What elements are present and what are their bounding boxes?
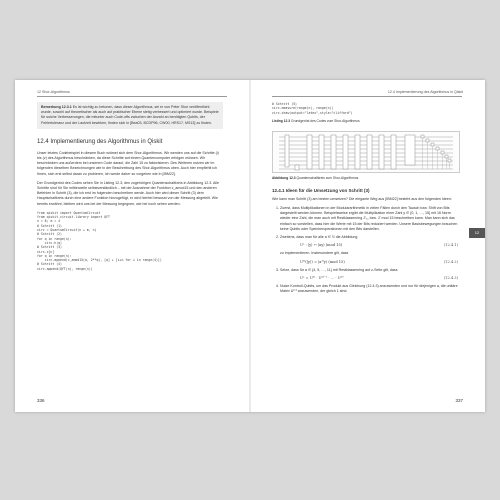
list-item-text: Setze, dass für a ∈ {4, 5, …, 11} mit Restklassenring auf z-Seite gilt, dass [280, 267, 398, 272]
code-block-right [272, 102, 458, 115]
equation-number: (12.4.2) [443, 259, 458, 264]
figure-caption-text: Quantenschaltkreis zum Shor-Algorithmus [295, 176, 359, 181]
equation-number: (12.4.3) [443, 276, 458, 281]
equation [300, 276, 458, 281]
code-line: circ.draw(output="latex",style="clifford") [272, 110, 353, 115]
code-line: # Schritt (4) [37, 262, 62, 267]
section-title: 12.4 Implementierung des Algorithmus in Qiskit [37, 138, 163, 145]
code-line: for q in range(n): [37, 236, 72, 241]
running-head-left: 12 Shor-Algorithmus [37, 90, 70, 94]
header-rule [272, 96, 462, 97]
code-block-left [37, 211, 223, 271]
right-content [272, 102, 458, 299]
list-item [280, 235, 458, 265]
left-content [37, 102, 223, 275]
code-line: circ = QuantumCircuit(n + m, n) [37, 228, 97, 233]
equation-formula: Uᵃ = U²ᵗ · U²ᵗ⁻¹ · … · U²⁰ [300, 276, 344, 281]
equation [300, 243, 458, 248]
list-item-text: Zuerst, dass Multiplikationen in der Modulararithmetik in vielen Fällen durch den Tausch bzw. Shift von Bits dargestellt werden können. Beispielsweise ergibt die Multiplikation einer Zahl y ∈ {0, 1, …, 15} mit 16 Norm wieder eine Zahl, die man auch mit Restklassenring ℤ₁₅ bzw. ℤ mod 15 beschreiben kann. Man kann sich das einfach so vorstellen, dass hier die Werte mit 15 der Bits reduziert werden. Unsere Basisbewegungen brauchen keine Qubits oder Speicheroperationen mit den Bits darstellen. [280, 206, 458, 231]
circuit-diagram [273, 132, 459, 172]
code-line: # Schritt (1) [37, 223, 62, 228]
list-item [280, 206, 458, 232]
figure-caption [272, 176, 458, 181]
code-line: for q in range(n): [37, 253, 72, 258]
figure-label: Abbildung 12.3 [272, 176, 296, 181]
list-item-text: zu implementieren. Insbesondere gilt, dass [280, 251, 349, 256]
intro-paragraph: Wie kann man Schritt (3) am besten umsetzen? Die elegante Weg aus [IBM22] besteht aus den folgenden Ideen: [272, 196, 452, 201]
page-number-right: 337 [455, 398, 463, 403]
code-line: circ.append(QFT(n), range(n)) [37, 266, 93, 271]
paragraph-2: Der Grundgerüst des Codes sehen Sie in Listing 12.3; den zugehörigen Quantenschaltkreis in Abbildung 12.3. Alle Schritte sind für Sie mittlerweile selbstverständlich – mit der Ausnahme der Funktion c_amod15 und den anderen Befehlen in Schritt (3), die ich erst im folgenden beschreiben werde. Auch hier wird dieser Schritt (3) dem Hauptschaltkreis durch eine andere Funktion hinzugefügt, er wird hierbei bewusst von der Messung abgeteilt. Wie bereits erwähnt, bleiben wird uns bei der Messung begegnen, wie bei noch sehen werden. [37, 180, 220, 206]
left-page [15, 80, 250, 412]
equation [300, 260, 458, 265]
list-item [280, 284, 458, 294]
subsection-title: 12.4.1 Ideen für die Umsetzung von Schritt (3) [272, 188, 370, 194]
equation-formula: U²ᵗ(|y⟩) = |a²ᵗy⟩ (mod 15) [300, 259, 345, 264]
code-line: from qiskit.circuit.library import QFT [37, 215, 110, 220]
note-box [37, 102, 223, 129]
page-number-left: 336 [37, 398, 45, 403]
right-page [250, 80, 485, 412]
equation-formula: Uᵃ : |y⟩ ↦ |ay⟩ (mod 15) [300, 243, 343, 248]
code-line: n = 8; m = 4 [37, 219, 61, 224]
note-label: Bemerkung 12.3.1 [41, 105, 72, 109]
code-line: from qiskit import QuantumCircuit [37, 210, 101, 215]
code-line: circ.measure(range(n), range(n)) [272, 106, 334, 111]
listing-label: Listing 12.3 [272, 118, 291, 123]
code-line: # Schritt (5) [272, 102, 297, 106]
code-line: circ.append(c_amod15(a, 2**q), [q] + [i+n for i in range(4)]) [37, 258, 162, 263]
list-item-text: Nutze Kontroll-Qubits, um das Produkt aus Gleichung (12.4.3) anzuwenden und nur für diejenigen a, die unitäre Matrix U² ² anzuwenden, der gleich 1 sind. [280, 284, 458, 294]
quantum-circuit-figure [272, 131, 460, 173]
code-line: # Schritt (3) [37, 245, 62, 250]
code-line: # Schritt (2) [37, 232, 62, 237]
code-line: circ.h(q) [37, 240, 62, 245]
book-spread [15, 80, 485, 412]
note-text: Es ist wichtig zu betonen, dass dieser Algorithmus, sei er von Peter Shor veröffentlicht wurde, sowohl auf theoretischer als auch auf praktischer Ebene stetig verbessert und optimiert wurde. Beispiele für solche Verbesserungen, die mitunter auch Code-offs zwischen der Anzahl an benötigten Qubits, der Fehlertoleranz und der Laufzeit bewirken, finden sich in [Bea03, BCDP96, CW00, HRS17, MS13] zu finden. [41, 105, 219, 125]
list-item [280, 268, 458, 281]
running-head-right: 12.4 Implementierung des Algorithmus in Qiskit [387, 90, 463, 94]
ideas-list [272, 206, 458, 295]
chapter-tab: 12 [469, 228, 485, 238]
equation-number: (12.4.1) [443, 243, 458, 248]
listing-caption [272, 119, 458, 124]
code-line: circ.x[n] [37, 249, 55, 254]
paragraph-1: Unser letztes Codebeispiel in diesem Buch widmet sich dem Shor-Algorithmus. Wir wenden uns auf die Schritte (i) bis (v) des Algorithmus beschränken, da diese Schritte auf einem Quantencomputer erfolgen müssen. Wir beschränken uns außerdem bei unserem Code darauf, die Zahl 15 zu faktorisieren. Des Weiteren nutzen wir im folgenden dieselben Bezeichnungen wie in der Beschreibung des Shor-Algorithmus oben. Auch hier empfiehlt ich Ihnen, sich erst selbst daran zu probieren, ich werde daher so vorgehen wie in [IBM22]. [37, 150, 219, 176]
listing-caption-text: Grundgerüst des Codes zum Shor-Algorithmus [290, 118, 360, 123]
header-rule [37, 96, 227, 97]
list-item-text: Zweitens, dass man für alle a ∈ ℕ die Abbildung [280, 235, 358, 240]
